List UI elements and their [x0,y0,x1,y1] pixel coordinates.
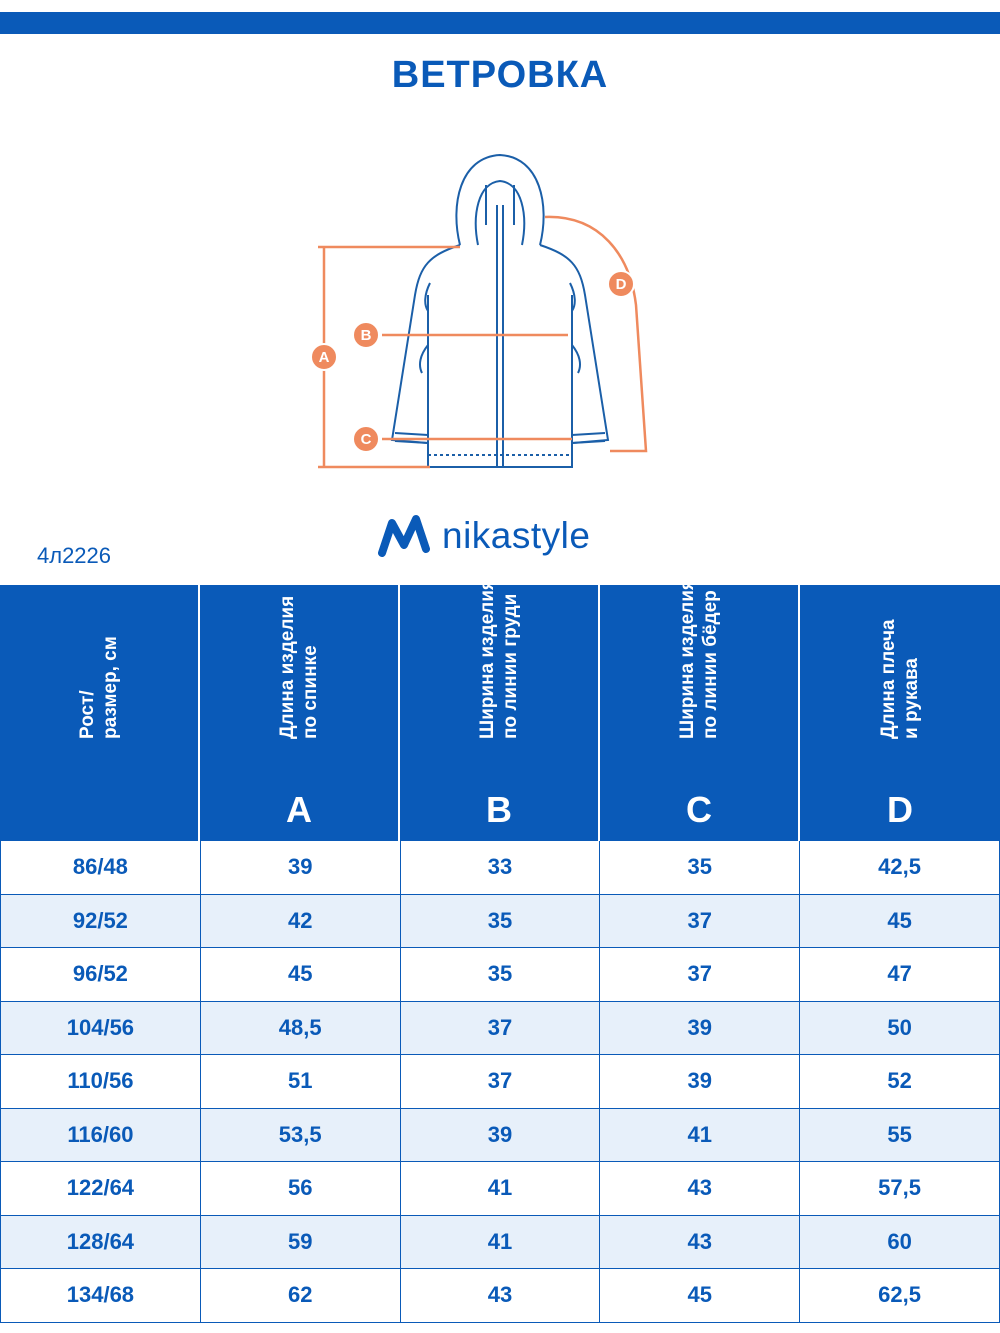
table-row [1,895,1000,949]
table-cell: 35 [401,948,601,1001]
table-cell: 37 [401,1002,601,1055]
diagram-marker-c: C [360,431,372,448]
table-cell: 60 [800,1216,1000,1269]
table-cell: 41 [600,1109,800,1162]
diagram-marker-b: B [360,327,372,344]
table-cell: 41 [401,1162,601,1215]
table-header-row [0,579,1000,841]
table-row [1,1216,1000,1270]
header-label: Рост/ размер, см [77,636,121,739]
page-title: ВЕТРОВКА [391,54,609,96]
table-cell: 47 [800,948,1000,1001]
table-cell: 45 [201,948,401,1001]
table-cell: 39 [401,1109,601,1162]
header-letter: D [887,789,913,830]
diagram-marker-a: A [318,349,330,366]
hooded-windbreaker-jacket-icon [300,145,670,475]
header-height-size [0,585,200,841]
table-row [1,841,1000,895]
table-cell: 45 [800,895,1000,948]
brand-logo [378,510,590,562]
header-chest-width [400,579,600,841]
table-cell: 51 [201,1055,401,1108]
table-cell: 122/64 [1,1162,201,1215]
table-cell: 37 [401,1055,601,1108]
table-cell: 37 [600,948,800,1001]
table-cell: 59 [201,1216,401,1269]
table-cell: 41 [401,1216,601,1269]
table-cell: 55 [800,1109,1000,1162]
table-cell: 116/60 [1,1109,201,1162]
header-back-length [200,585,400,841]
diagram-marker-d: D [615,276,627,293]
header-hip-width [600,579,800,841]
header-sleeve-length [800,585,1000,841]
top-accent-bar [0,12,1000,34]
table-cell: 62,5 [800,1269,1000,1322]
table-cell: 57,5 [800,1162,1000,1215]
table-row [1,1055,1000,1109]
table-cell: 50 [800,1002,1000,1055]
table-cell: 53,5 [201,1109,401,1162]
table-cell: 134/68 [1,1269,201,1322]
table-cell: 39 [600,1055,800,1108]
table-row [1,948,1000,1002]
table-cell: 104/56 [1,1002,201,1055]
table-cell: 45 [600,1269,800,1322]
table-cell: 39 [201,841,401,894]
table-cell: 33 [401,841,601,894]
header-letter: B [486,789,512,830]
header-label: Ширина изделия по линии бёдер [677,579,721,739]
table-row [1,1269,1000,1323]
header-letter: A [286,789,312,830]
table-cell: 56 [201,1162,401,1215]
table-cell: 42,5 [800,841,1000,894]
table-cell: 48,5 [201,1002,401,1055]
table-row [1,1002,1000,1056]
table-cell: 96/52 [1,948,201,1001]
header-letter: C [686,789,712,830]
table-row [1,1109,1000,1163]
table-cell: 35 [401,895,601,948]
header-label: Длина изделия по спинке [277,595,321,739]
table-cell: 37 [600,895,800,948]
table-cell: 43 [600,1216,800,1269]
table-cell: 86/48 [1,841,201,894]
jacket-measurement-diagram [300,145,670,475]
header-label: Длина плеча и рукава [878,619,922,739]
table-cell: 62 [201,1269,401,1322]
article-code: 4л2226 [37,543,112,568]
table-body [0,841,1000,1323]
table-cell: 42 [201,895,401,948]
table-cell: 39 [600,1002,800,1055]
table-cell: 110/56 [1,1055,201,1108]
nikastyle-logo-icon [378,511,432,561]
header-label: Ширина изделия по линии груди [477,579,521,739]
table-cell: 128/64 [1,1216,201,1269]
table-cell: 43 [401,1269,601,1322]
table-cell: 52 [800,1055,1000,1108]
table-cell: 35 [600,841,800,894]
size-table [0,579,1000,1323]
table-cell: 43 [600,1162,800,1215]
brand-name: nikastyle [442,515,591,556]
table-cell: 92/52 [1,895,201,948]
table-row [1,1162,1000,1216]
